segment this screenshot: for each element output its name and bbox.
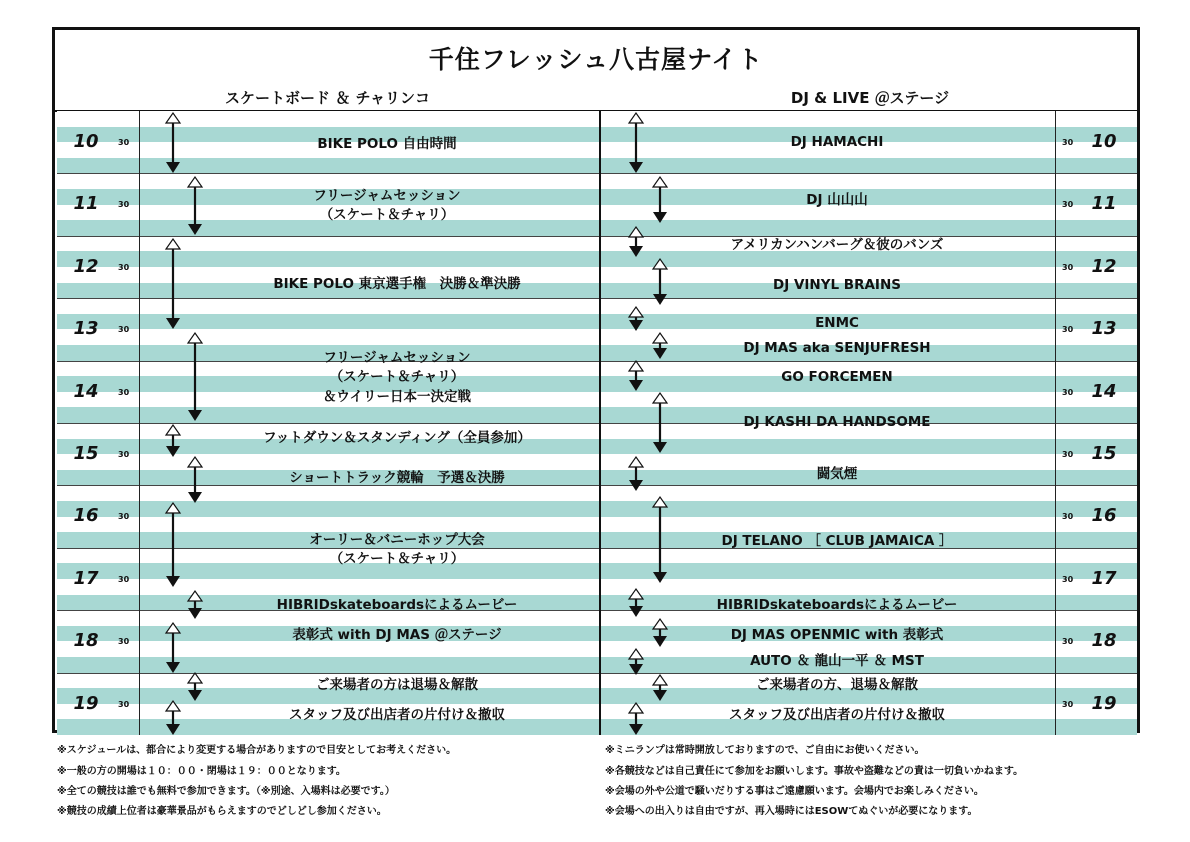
hour-label-right: 17 — [1091, 567, 1117, 589]
minute-label-left: 30 — [118, 138, 130, 147]
minute-label-left: 30 — [118, 262, 130, 272]
hour-label-right: 15 — [1091, 443, 1117, 464]
note-left-4: ※競技の成績上位者は豪華景品がもらえますのでどしどし参加ください。 — [57, 806, 387, 817]
note-right-2: ※各競技などは自己責任にて参加をお願いします。事故や盗難などの責は一切負いかねます。 — [605, 766, 1024, 777]
right-event-10: DJ TELANO ［ CLUB JAMAICA ］ — [721, 533, 953, 549]
note-right-4: ※会場への出入りは自由ですが、再入場時にはESOWてぬぐいが必要になります。 — [605, 806, 978, 817]
timetable-grid — [57, 111, 1137, 735]
note-right-3: ※会場の外や公道で騒いだりする事はご遠慮願います。会場内でお楽しみください。 — [605, 786, 984, 797]
left-event-7a: オーリー＆バニーホップ大会 — [309, 532, 485, 548]
hour-label-left: 11 — [73, 193, 99, 215]
hour-label-right: 19 — [1091, 692, 1117, 714]
hour-label-left: 14 — [73, 380, 99, 402]
hour-label-left: 15 — [73, 443, 99, 464]
right-event-4: DJ VINYL BRAINS — [773, 277, 901, 293]
right-event-11: HIBRIDskateboardsによるムービー — [716, 597, 958, 613]
left-event-2b: （スケート＆チャリ） — [319, 207, 455, 223]
left-event-11: スタッフ及び出店者の片付け＆撤収 — [289, 707, 505, 723]
right-event-3: アメリカンハンバーグ＆彼のバンズ — [730, 237, 944, 253]
left-event-9: 表彰式 with DJ MAS ＠ステージ — [292, 627, 502, 643]
left-event-7b: （スケート＆チャリ） — [329, 551, 465, 567]
right-event-2: DJ 山山山 — [806, 192, 868, 208]
left-event-10: ご来場者の方は退場＆解散 — [316, 677, 478, 693]
hour-label-right: 16 — [1091, 505, 1117, 527]
hour-label-left: 19 — [73, 692, 99, 714]
note-right-1: ※ミニランプは常時開放しておりますので、ご自由にお使いください。 — [605, 745, 925, 756]
minute-label-left: 30 — [118, 512, 130, 522]
right-event-9: 闘気煙 — [816, 466, 858, 482]
left-event-5: フットダウン＆スタンディング（全員参加） — [263, 430, 531, 446]
left-event-4c: ＆ウイリー日本一決定戦 — [322, 389, 472, 405]
minute-label-right: 30 — [1062, 387, 1074, 397]
hour-label-left: 13 — [73, 318, 99, 340]
left-event-6: ショートトラック競輪 予選＆決勝 — [289, 470, 505, 486]
hour-label-left: 17 — [73, 567, 99, 589]
minute-label-left: 30 — [118, 699, 130, 709]
hour-label-right: 14 — [1091, 380, 1117, 402]
right-event-1: DJ HAMACHI — [790, 134, 884, 150]
minute-label-right: 30 — [1062, 262, 1074, 272]
minute-label-right: 30 — [1062, 699, 1074, 709]
hour-label-right: 11 — [1091, 193, 1117, 215]
right-event-14: ご来場者の方、退場＆解散 — [756, 677, 918, 693]
hour-label-right: 10 — [1091, 131, 1117, 152]
right-event-5: ENMC — [815, 315, 859, 331]
note-left-1: ※スケジュールは、都合により変更する場合がありますので目安としてお考えください。 — [57, 745, 457, 756]
hour-label-right: 18 — [1091, 630, 1117, 652]
minute-label-right: 30 — [1062, 138, 1074, 147]
right-event-13: AUTO ＆ 龍山一平 ＆ MST — [750, 653, 924, 669]
left-event-2a: フリージャムセッション — [313, 188, 461, 204]
hour-label-left: 10 — [73, 131, 99, 152]
minute-label-right: 30 — [1062, 512, 1074, 522]
hour-label-left: 16 — [73, 505, 99, 527]
note-left-3: ※全ての競技は誰でも無料で参加できます。（※別途、入場料は必要です。） — [57, 786, 395, 797]
right-event-7: GO FORCEMEN — [781, 369, 893, 385]
minute-label-right: 30 — [1062, 200, 1074, 210]
minute-label-left: 30 — [118, 387, 130, 397]
right-event-6: DJ MAS aka SENJUFRESH — [743, 340, 931, 356]
hour-label-right: 12 — [1091, 255, 1117, 277]
right-column-header: DJ & LIVE ＠ステージ — [790, 89, 950, 107]
minute-label-right: 30 — [1062, 450, 1074, 459]
minute-label-left: 30 — [118, 200, 130, 210]
left-event-3: BIKE POLO 東京選手権 決勝＆準決勝 — [273, 276, 521, 292]
right-event-15: スタッフ及び出店者の片付け＆撤収 — [729, 707, 945, 723]
left-column-header: スケートボード ＆ チャリンコ — [225, 89, 430, 107]
note-left-2: ※一般の方の開場は１０：００・閉場は１９：００となります。 — [57, 766, 346, 777]
left-event-4a: フリージャムセッション — [323, 350, 471, 366]
right-event-8: DJ KASHI DA HANDSOME — [743, 414, 931, 430]
right-event-12: DJ MAS OPENMIC with 表彰式 — [730, 627, 944, 643]
minute-label-right: 30 — [1062, 325, 1074, 335]
minute-label-left: 30 — [118, 574, 130, 584]
minute-label-left: 30 — [118, 450, 130, 459]
hour-label-right: 13 — [1091, 318, 1117, 340]
page-title: 千住フレッシュ八古屋ナイト — [428, 45, 764, 74]
minute-label-left: 30 — [118, 325, 130, 335]
left-event-1: BIKE POLO 自由時間 — [317, 136, 457, 152]
minute-label-right: 30 — [1062, 637, 1074, 647]
minute-label-right: 30 — [1062, 574, 1074, 584]
left-event-4b: （スケート＆チャリ） — [329, 369, 465, 385]
left-event-8: HIBRIDskateboardsによるムービー — [276, 597, 518, 613]
minute-label-left: 30 — [118, 637, 130, 647]
hour-label-left: 18 — [73, 630, 99, 652]
hour-label-left: 12 — [73, 255, 99, 277]
